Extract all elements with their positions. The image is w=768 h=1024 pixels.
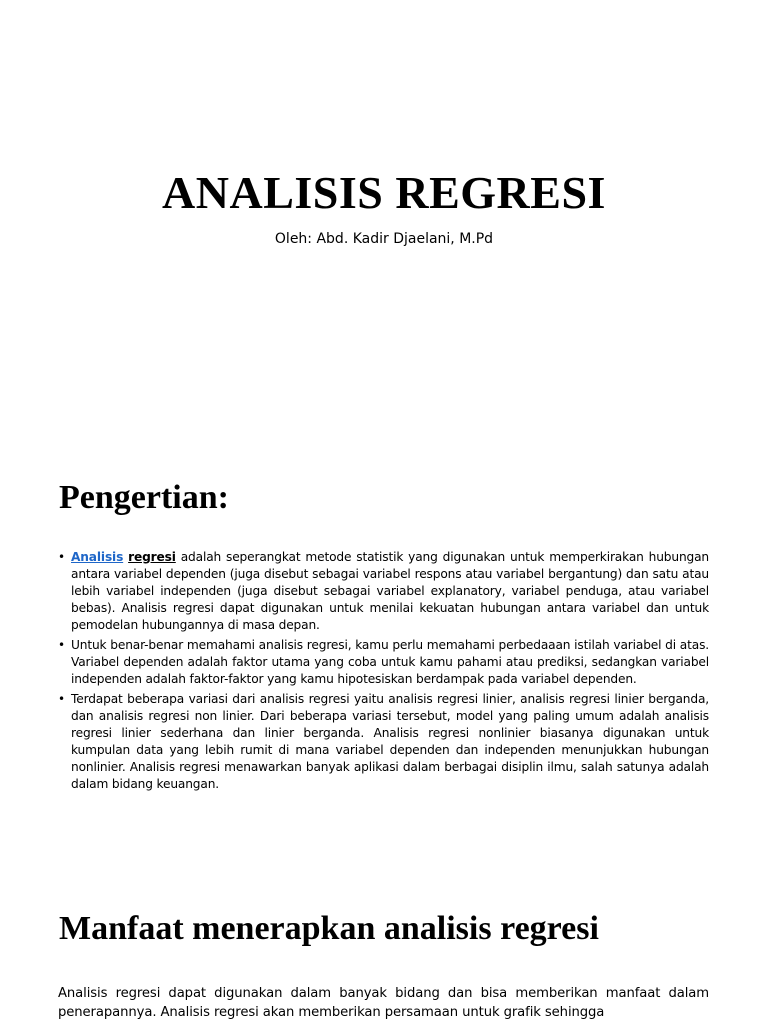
bullet-list (58, 549, 709, 796)
manfaat-paragraph: Analisis regresi dapat digunakan dalam banyak bidang dan bisa memberikan manfaat dalam penerapannya. Analisis regresi akan memberikan persamaan untuk grafik sehingga (58, 986, 709, 1020)
pengertian-slide (0, 432, 768, 864)
bullet-text: adalah seperangkat metode statistik yang digunakan untuk memperkirakan hubungan antara variabel dependen (juga disebut sebagai variabel respons atau variabel bergantung) dan satu atau lebih variabel independen (juga disebut sebagai variabel explanatory, variabel penduga, atau variabel bebas). Analisis regresi dapat digunakan untuk menilai kekuatan hubungan antara variabel dan untuk pemodelan hubungannya di masa depan. (71, 550, 709, 632)
bullet-dot-icon: • (58, 692, 65, 706)
slide-title: ANALISIS REGRESI (162, 167, 606, 218)
title-slide (0, 0, 768, 432)
bullet-item-variables (58, 637, 709, 688)
analisis-link[interactable]: Analisis (71, 550, 124, 564)
bullet-item-variations (58, 691, 709, 793)
slide-subtitle-author: Oleh: Abd. Kadir Djaelani, M.Pd (274, 231, 494, 247)
bullet-text: Untuk benar-benar memahami analisis regresi, kamu perlu memahami perbedaaan istilah variabel di atas. Variabel dependen adalah faktor utama yang coba untuk kamu pahami atau prediksi, sedangkan variabel independen adalah faktor-faktor yang kamu hipotesiskan berdampak pada variabel dependen. (71, 638, 709, 686)
section-heading-pengertian: Pengertian: (59, 479, 229, 516)
bullet-text: Terdapat beberapa variasi dari analisis regresi yaitu analisis regresi linier, analisis regresi linier berganda, dan analisis regresi non linier. Dari beberapa variasi tersebut, model yang paling umum adalah analisis regresi linier sederhana dan linier berganda. Analisis regresi nonlinier biasanya digunakan untuk kumpulan data yang lebih rumit di mana variabel dependen dan independen menunjukkan hubungan nonlinier. Analisis regresi menawarkan banyak aplikasi dalam berbagai disiplin ilmu, salah satunya adalah dalam bidang keuangan. (71, 692, 709, 791)
section-heading-manfaat: Manfaat menerapkan analisis regresi (59, 910, 599, 947)
bullet-item-definition (58, 549, 709, 634)
manfaat-slide (0, 864, 768, 1024)
bullet-dot-icon: • (58, 638, 65, 652)
bullet-dot-icon: • (58, 550, 65, 564)
regresi-bold-term: regresi (128, 550, 176, 564)
